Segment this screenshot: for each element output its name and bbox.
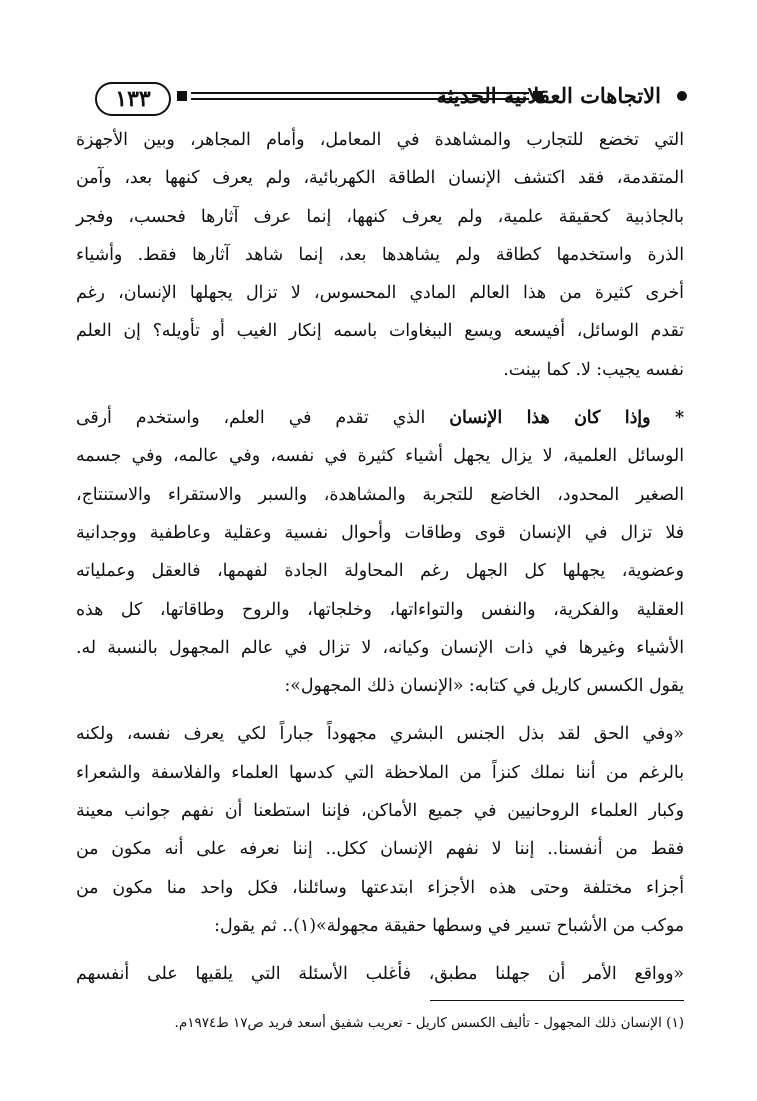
- text-line: وعضوية، يجهلها كل الجهل رغم المحاولة الجادة لفهمها، فالعقل وعملياته: [76, 561, 684, 582]
- text-line: العقلية والفكرية، والنفس والتواءاتها، وخلجاتها، والروح وطاقاتها، كل هذه: [76, 599, 684, 620]
- paragraph-4: [76, 955, 684, 993]
- text-line: «وواقع الأمر أن جهلنا مطبق، فأغلب الأسئلة التي يلقيها على أنفسهم: [76, 964, 684, 985]
- text-line: «وفي الحق لقد بذل الجنس البشري مجهوداً جباراً لكي يعرف نفسه، ولكنه: [76, 724, 684, 745]
- text-line: التي تخضع للتجارب والمشاهدة في المعامل، وأمام المجاهر، وبين الأجهزة: [76, 130, 684, 150]
- text-line: [76, 399, 684, 437]
- text-line: المتقدمة، فقد اكتشف الإنسان الطاقة الكهربائية، ولم يعرف كنهها بعد، وآمن: [76, 168, 684, 189]
- bullet-icon: [677, 91, 687, 101]
- paragraph-1: [76, 121, 684, 389]
- text-line: موكب من الأشباح تسير في وسطها حقيقة مجهولة»(١).. ثم يقول:: [214, 915, 684, 936]
- text-line: بالجاذبية كحقيقة علمية، ولم يعرف كنهها، إنما عرف آثارها فحسب، وفجر: [76, 206, 684, 227]
- text-line: فقط من أنفسنا.. إننا لا نفهم الإنسان ككل.. إننا نعرفه على أنه مكون من: [76, 839, 684, 860]
- page-header: [95, 82, 675, 116]
- quotation: [76, 715, 684, 945]
- text-line: أخرى كثيرة من هذا العالم المادي المحسوس، لا تزال يجهلها الإنسان، رغم: [76, 283, 684, 304]
- footnote: (١) الإنسان ذلك المجهول - تأليف الكسس كاريل - تعريب شفيق أسعد فريد ص١٧ ط١٩٧٤م.: [174, 1015, 684, 1031]
- page-number: ١٣٣: [95, 82, 171, 116]
- paragraph-lead: * وإذا كان هذا الإنسان: [449, 408, 684, 429]
- text-line: وكبار العلماء الروحانيين في جميع الأماكن، فإننا استطعنا أن نفهم جوانب معينة: [76, 801, 684, 822]
- rule-square-left: [177, 91, 187, 101]
- text-line: الأشياء وغيرها في ذات الإنسان وكيانه، لا تزال في عالم المجهول بالنسبة له.: [76, 637, 684, 658]
- text-line: الصغير المحدود، الخاضع للتجربة والمشاهدة، والسبر والاستقراء والاستنتاج،: [76, 484, 684, 505]
- body-text: [76, 121, 684, 994]
- running-title: الاتجاهات العقلانية الحديثة: [436, 83, 661, 108]
- text-line: الذرة واستخدمها كطاقة ولم يشاهدها بعد، إنما شاهد آثارها فقط. وأشياء: [76, 244, 684, 265]
- running-title-block: [436, 82, 675, 112]
- text-line-rest: الذي تقدم في العلم، واستخدم أرقى: [76, 408, 426, 429]
- text-line: نفسه يجيب: لا. كما بينت.: [503, 359, 684, 380]
- text-line: الوسائل العلمية، لا يزال يجهل أشياء كثيرة في نفسه، وفي عالمه، وفي جسمه: [76, 446, 684, 467]
- text-line: فلا تزال في الإنسان قوى وطاقات وأحوال نفسية وعقلية وعاطفية ووجدانية: [76, 522, 684, 543]
- paragraph-2: [76, 399, 684, 705]
- footnote-divider: [430, 1000, 684, 1001]
- text-line: بالرغم من أننا نملك كنزاً من الملاحظة التي كدسها العلماء والفلاسفة والشعراء: [76, 762, 684, 783]
- text-line: أجزاء مختلفة وحتى هذه الأجزاء ابتدعتها وسائلنا، فكل واحد منا مكون من: [76, 877, 684, 898]
- text-line: تقدم الوسائل، أفيسعه ويسع الببغاوات باسمه إنكار الغيب أو تأويله؟ إن العلم: [76, 321, 684, 342]
- text-line: يقول الكسس كاريل في كتابه: «الإنسان ذلك المجهول»:: [284, 676, 684, 697]
